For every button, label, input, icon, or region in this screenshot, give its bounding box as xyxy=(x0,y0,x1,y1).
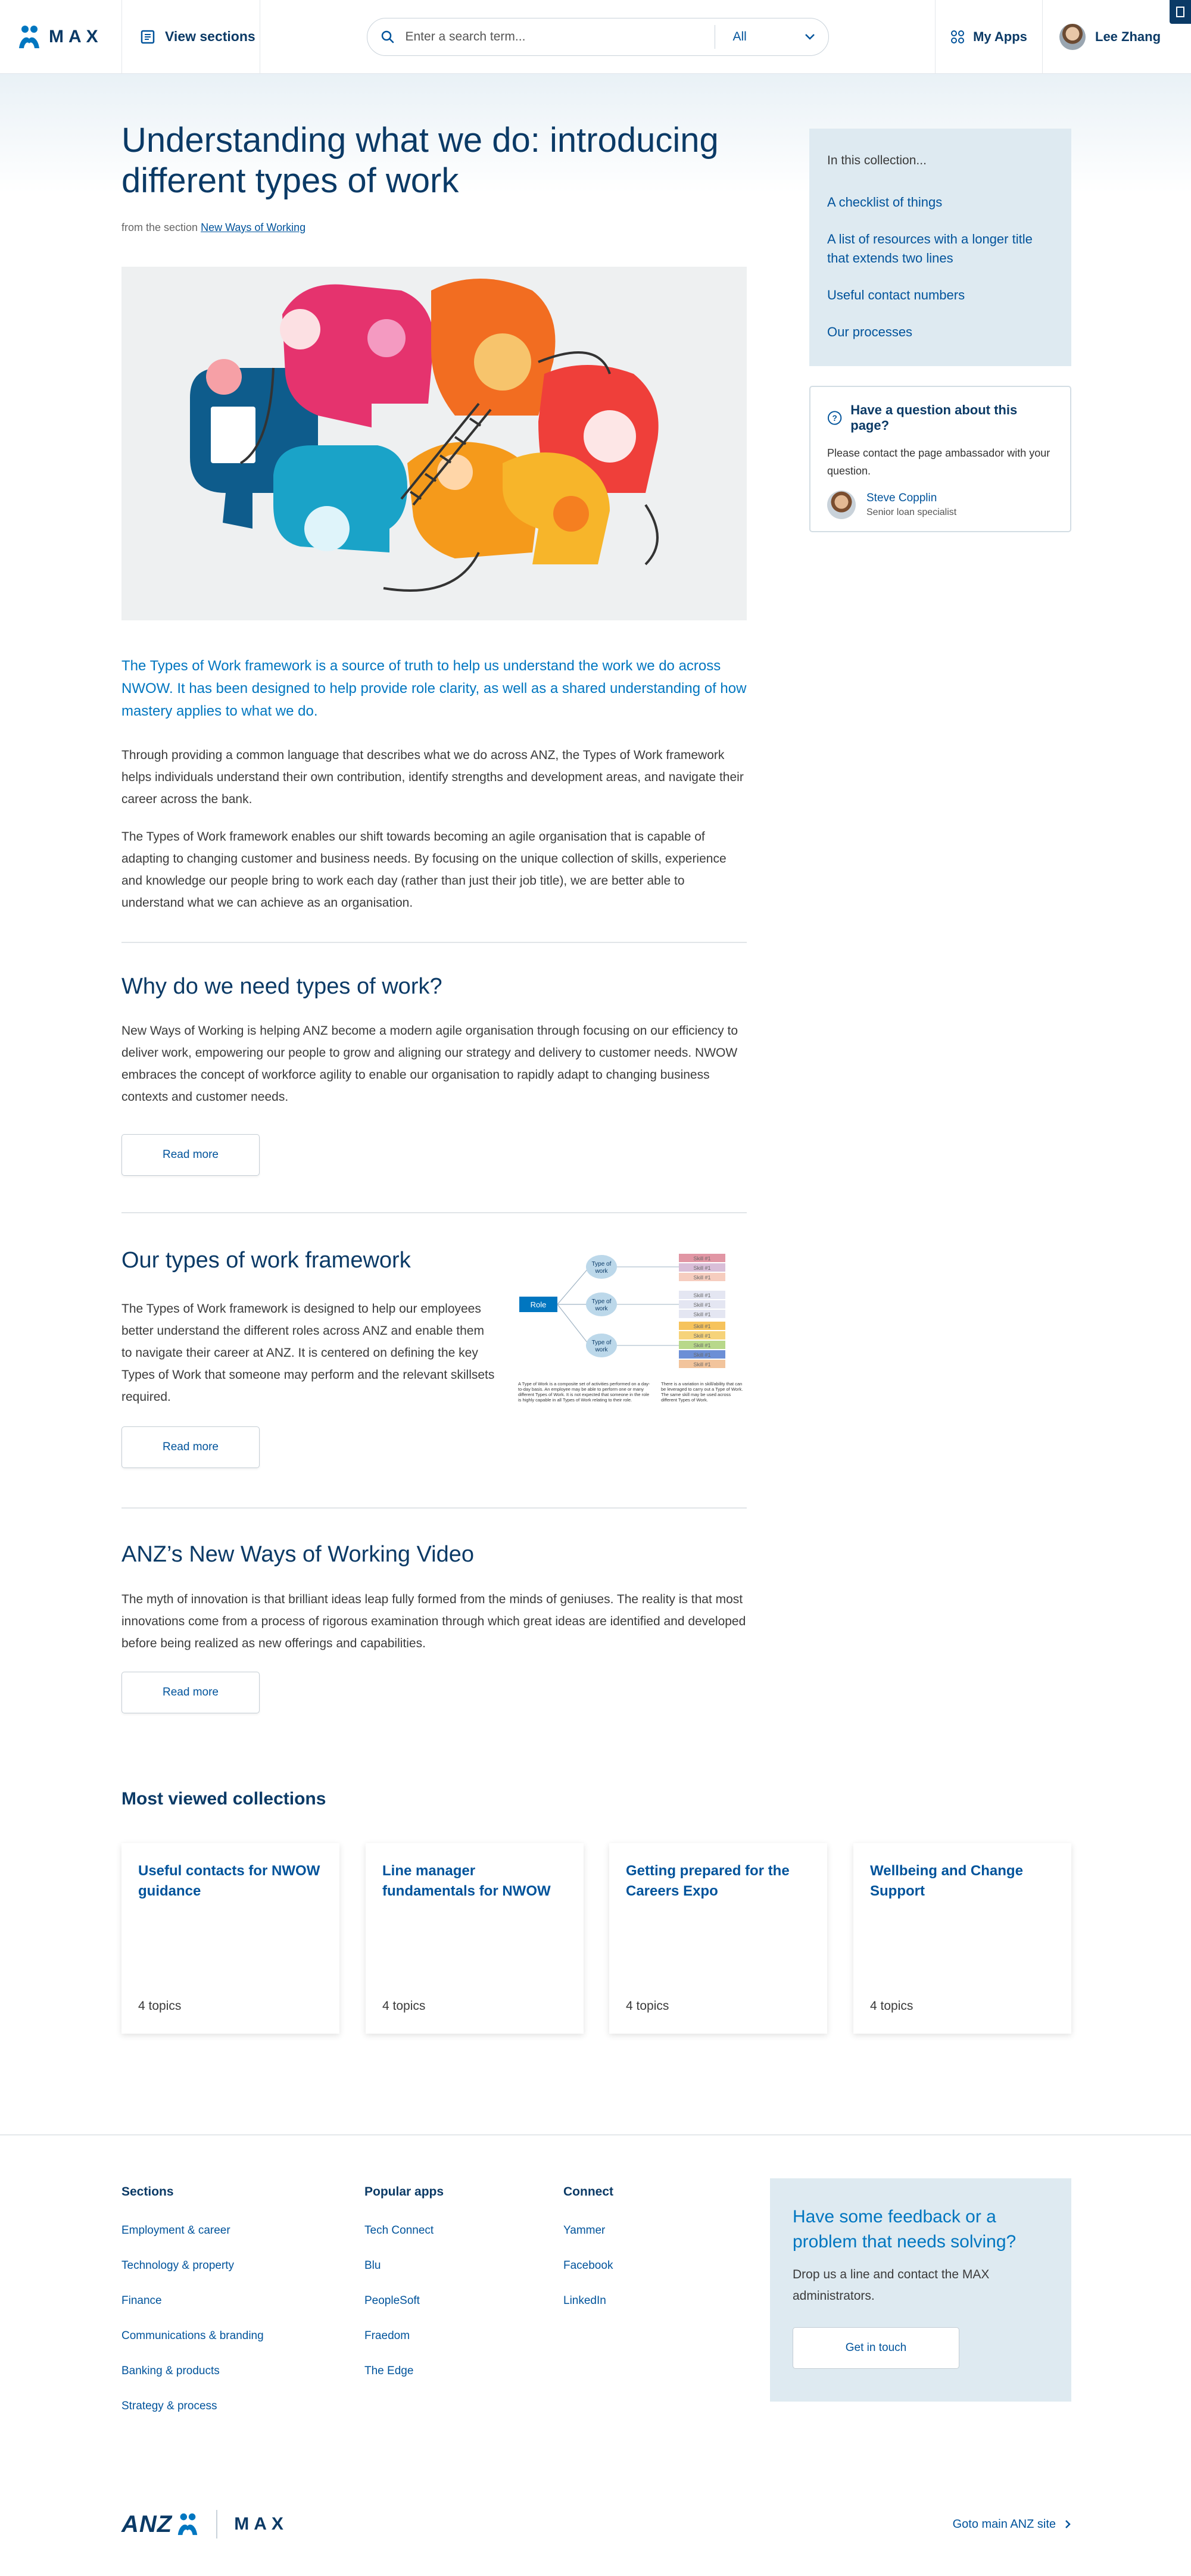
footer-divider xyxy=(0,2134,1191,2135)
most-viewed-title: Most viewed collections xyxy=(121,1789,326,1809)
help-icon xyxy=(827,410,842,426)
skill-label: Skill #1 xyxy=(693,1292,711,1298)
skill-label: Skill #1 xyxy=(693,1312,711,1317)
goto-anz-site-link[interactable] xyxy=(953,2518,1071,2531)
chevron-right-icon xyxy=(1064,2519,1071,2530)
framework-read-more-button[interactable]: Read more xyxy=(121,1426,260,1468)
section-video-title: ANZ’s New Ways of Working Video xyxy=(121,1542,475,1567)
footer-connect-link[interactable]: Facebook xyxy=(563,2259,613,2272)
apps-grid-icon xyxy=(950,30,965,44)
avatar xyxy=(1059,24,1086,50)
ambassador-role: Senior loan specialist xyxy=(866,507,957,517)
collection-card[interactable] xyxy=(366,1843,584,2034)
section-framework-body: The Types of Work framework is designed to help our employees better understand the different roles across ANZ and enable them to navigate their career at ANZ. It is centered on defining the key Types of Work that someone may perform and the relevant skillsets required. xyxy=(121,1302,495,1404)
collection-link[interactable]: A checklist of things xyxy=(827,195,943,210)
question-body: Please contact the page ambassador with your question. xyxy=(827,447,1050,477)
max-logo[interactable] xyxy=(0,0,122,73)
search-scope-value: All xyxy=(732,29,747,43)
section-link[interactable]: New Ways of Working xyxy=(201,221,306,233)
collection-card[interactable] xyxy=(121,1843,339,2034)
max-footer-logo[interactable]: MAX xyxy=(234,2514,288,2534)
type-node-label: work xyxy=(595,1268,608,1275)
collection-card-count: 4 topics xyxy=(870,1999,913,2013)
footer-section-link[interactable]: Strategy & process xyxy=(121,2400,217,2412)
collection-card-title: Wellbeing and Change Support xyxy=(870,1863,1023,1899)
collection-card[interactable] xyxy=(609,1843,827,2034)
view-sections-label: View sections xyxy=(165,29,255,44)
footer-connect-link[interactable]: Yammer xyxy=(563,2224,606,2237)
video-read-more-button[interactable]: Read more xyxy=(121,1672,260,1713)
skill-label: Skill #1 xyxy=(693,1342,711,1348)
search-area xyxy=(260,0,935,73)
footer-sections-title: Sections xyxy=(121,2185,174,2199)
collection-card-title: Line manager fundamentals for NWOW xyxy=(382,1863,551,1899)
collection-link[interactable]: A list of resources with a longer title that extends two lines xyxy=(827,232,1033,266)
footer-app-link[interactable]: The Edge xyxy=(364,2365,414,2377)
footer-app-link[interactable]: PeopleSoft xyxy=(364,2294,420,2307)
ambassador-name[interactable]: Steve Copplin xyxy=(866,492,937,504)
goto-label: Goto main ANZ site xyxy=(952,2517,1056,2531)
skill-label: Skill #1 xyxy=(693,1265,711,1271)
collection-card-count: 4 topics xyxy=(382,1999,426,2013)
question-panel xyxy=(809,386,1071,532)
role-node-label: Role xyxy=(530,1300,547,1309)
section-why-body: New Ways of Working is helping ANZ become a modern agile organisation through focusing on our efficiency to deliver work, empowering our people to grow and aligning our strategy and delivery to customer needs. NWOW embraces the concept of workforce agility to enable our organisation to rapidly adapt to changing business contexts and customer needs. xyxy=(121,1024,738,1104)
type-node-label: Type of xyxy=(591,1261,612,1267)
framework-tree-diagram xyxy=(518,1249,747,1417)
hero-illustration xyxy=(121,267,747,620)
anz-logo[interactable] xyxy=(121,2511,199,2538)
get-in-touch-button[interactable]: Get in touch xyxy=(793,2327,959,2369)
collection-link[interactable]: Useful contact numbers xyxy=(827,288,965,302)
ambassador xyxy=(827,491,1053,519)
section-source xyxy=(121,221,305,234)
collection-card-title: Useful contacts for NWOW guidance xyxy=(138,1863,320,1899)
why-read-more-button[interactable]: Read more xyxy=(121,1134,260,1176)
page-title: Understanding what we do: introducing different types of work xyxy=(121,121,719,200)
view-sections-button[interactable] xyxy=(122,0,260,73)
type-node-label: Type of xyxy=(591,1298,612,1305)
search-box xyxy=(367,18,829,56)
anz-people-icon xyxy=(18,24,40,49)
footer-section-link[interactable]: Finance xyxy=(121,2294,162,2307)
type-node-label: work xyxy=(595,1347,608,1353)
question-heading xyxy=(827,402,1053,433)
framework-diagram xyxy=(518,1249,747,1417)
footer-connect-title: Connect xyxy=(563,2185,613,2199)
collection-panel xyxy=(809,129,1071,366)
user-name: Lee Zhang xyxy=(1095,29,1161,44)
ambassador-avatar xyxy=(827,491,856,519)
divider xyxy=(121,1212,747,1213)
footer-connect-link[interactable]: LinkedIn xyxy=(563,2294,606,2307)
search-input[interactable] xyxy=(406,30,704,44)
search-icon[interactable] xyxy=(381,30,395,44)
footer-app-link[interactable]: Blu xyxy=(364,2259,381,2272)
site-header xyxy=(0,0,1191,74)
collection-card-count: 4 topics xyxy=(626,1999,669,2013)
feedback-tab[interactable] xyxy=(1170,0,1191,24)
skill-label: Skill #1 xyxy=(693,1256,711,1262)
feedback-panel xyxy=(770,2178,1071,2402)
divider xyxy=(121,942,747,943)
skill-label: Skill #1 xyxy=(693,1352,711,1358)
footer-section-link[interactable]: Banking & products xyxy=(121,2365,220,2377)
section-video-body: The myth of innovation is that brilliant ideas leap fully formed from the minds of geniuses. The reality is that most innovations come from a process of rigorous examination through which great ideas are identified and developed before being realized as new offerings and capabilities. xyxy=(121,1593,746,1650)
skill-label: Skill #1 xyxy=(693,1333,711,1339)
my-apps-button[interactable] xyxy=(935,0,1042,73)
skill-label: Skill #1 xyxy=(693,1323,711,1329)
footer-section-link[interactable]: Technology & property xyxy=(121,2259,235,2272)
section-why-title: Why do we need types of work? xyxy=(121,974,442,999)
feedback-title: Have some feedback or a problem that needs solving? xyxy=(793,2207,1017,2252)
type-node-label: work xyxy=(595,1306,608,1312)
footer-apps xyxy=(364,2185,444,2400)
user-menu[interactable] xyxy=(1042,0,1191,73)
footer-section-link[interactable]: Communications & branding xyxy=(121,2330,264,2342)
bookmark-icon xyxy=(1175,6,1186,18)
footer-section-link[interactable]: Employment & career xyxy=(121,2224,230,2237)
skill-label: Skill #1 xyxy=(693,1362,711,1367)
collection-card[interactable] xyxy=(853,1843,1071,2034)
section-framework-title: Our types of work framework xyxy=(121,1248,411,1273)
collection-card-count: 4 topics xyxy=(138,1999,182,2013)
divider xyxy=(121,1507,747,1509)
footer-apps-title: Popular apps xyxy=(364,2185,444,2199)
collection-link[interactable]: Our processes xyxy=(827,324,913,339)
footer-app-link[interactable]: Tech Connect xyxy=(364,2224,434,2237)
footer-bottom xyxy=(121,2506,1071,2542)
question-title: Have a question about this page? xyxy=(850,402,1018,433)
intro-paragraph-2: The Types of Work framework enables our shift towards becoming an agile organisation that is capable of adapting to changing customer and business needs. By focusing on the unique collection of skills, experience and knowledge our people bring to work each day (rather than just their job title), we are better able to understand what we can achieve as an organisation. xyxy=(121,830,727,910)
logo-text: MAX xyxy=(49,26,103,46)
skill-label: Skill #1 xyxy=(693,1275,711,1281)
my-apps-label: My Apps xyxy=(973,29,1027,44)
anz-logo-text: ANZ xyxy=(121,2511,173,2537)
diagram-caption-left: A Type of Work is a composite set of activities performed on a day-to-day basis. An employee may be able to perform one or many different Types of Work. It is not expected that someone in the role is highly capable in all Types of Work relating to their role. xyxy=(518,1381,650,1403)
types-of-work-heads-illustration xyxy=(121,267,747,620)
anz-people-icon xyxy=(176,2512,199,2536)
diagram-caption-right: There is a variation in skill/ability that can be leveraged to carry out a Type of Work. The same skill may be used across different Types of Work. xyxy=(661,1381,743,1403)
svg-text:?: ? xyxy=(832,413,837,423)
footer-connect xyxy=(563,2185,613,2330)
skill-label: Skill #1 xyxy=(693,1302,711,1308)
from-prefix: from the section xyxy=(121,221,198,233)
footer-app-link[interactable]: Fraedom xyxy=(364,2330,410,2342)
intro-paragraph-1: Through providing a common language that describes what we do across ANZ, the Types of Work framework helps individuals understand their own contribution, identify strengths and development areas, and navigate their career across the bank. xyxy=(121,748,744,806)
feedback-body: Drop us a line and contact the MAX administrators. xyxy=(793,2268,990,2303)
book-icon xyxy=(140,29,155,45)
logo-separator xyxy=(216,2510,217,2538)
search-scope-select[interactable] xyxy=(726,30,815,44)
collection-card-title: Getting prepared for the Careers Expo xyxy=(626,1863,790,1899)
footer-sections xyxy=(121,2185,264,2435)
collection-kicker: In this collection... xyxy=(827,154,927,167)
chevron-down-icon xyxy=(805,33,815,40)
intro-lead: The Types of Work framework is a source of truth to help us understand the work we do across NWOW. It has been designed to help provide role clarity, as well as a shared understanding of how mastery applies to what we do. xyxy=(121,658,747,719)
type-node-label: Type of xyxy=(591,1339,612,1346)
